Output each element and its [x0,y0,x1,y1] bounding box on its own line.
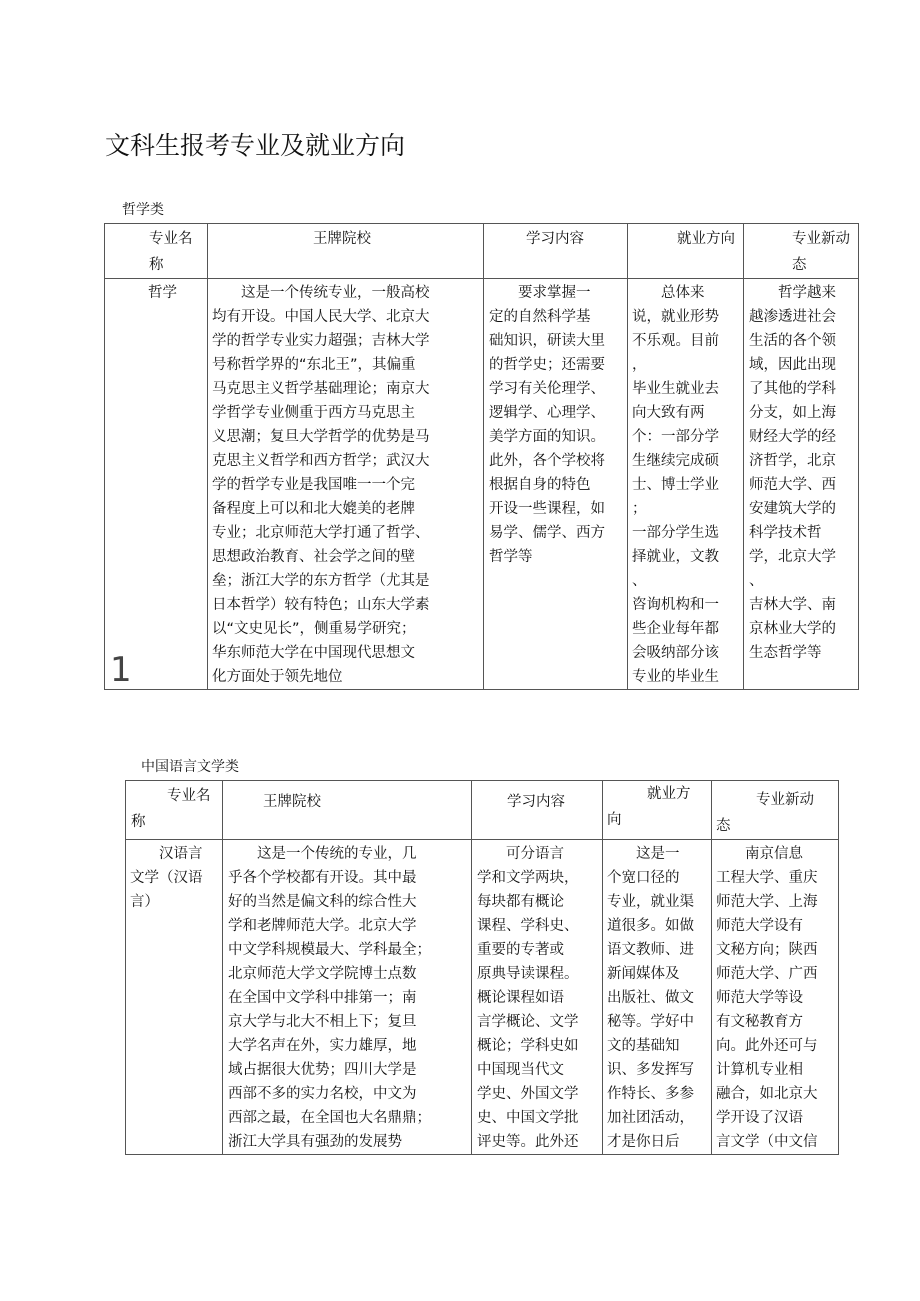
header-cell: 就业方向 [677,231,735,247]
header-cell: 学习内容 [507,794,565,810]
study-content: 可分语言 学和文学两块， 每块都有概论 课程、学科史、 重要的专著或 原典导读课程。 概论课程如语 言学概论、文学 概论；学科史如 中国现当代文 学史、外国文学 史、中国文学批 评史等。此外还 [477,846,579,1150]
header-cell: 专业新动 态 [716,792,814,834]
study-content: 要求掌握一 定的自然科学基 础知识，研读大里 的哲学史；还需要 学习有关伦理学、 逻辑学、心理学、 美学方面的知识。 此外，各个学校将 根据自身的特色 开设一些课程，如 易学、儒学、西方 哲学等 [489,285,605,565]
chinese-literature-table [125,780,839,1155]
table-header-row [126,781,839,840]
table-row [105,279,859,690]
table-row [126,840,839,1155]
header-cell: 就业方 向 [607,786,691,828]
major-name: 汉语言 文学（汉语 言） [130,846,203,910]
major-trends: 哲学越来 越渗透进社会 生活的各个领 域，因此出现 了其他的学科 分支，如上海 财经大学的经 济哲学，北京 师范大学、西 安建筑大学的 科学技术哲 学，北京大学 、 吉林大学、南 京林业大学的 生态哲学等 [749,285,836,661]
career-direction: 这是一 个宽口径的 专业，就业渠 道很多。如做 语文教师、进 新闻媒体及 出版社、做文 秘等。学好中 文的基础知 识、多发挥写 作特长、多参 加社团活动， 才是你日后 [607,846,694,1150]
section-caption-chinese-literature: 中国语言文学类 [141,759,239,775]
header-cell: 王牌院校 [313,231,371,247]
header-cell: 专业名 称 [131,788,211,830]
major-trends: 南京信息 工程大学、重庆 师范大学、上海 师范大学设有 文秘方向；陕西 师范大学、广西 师范大学等设 有文秘教育方 向。此外还可与 计算机专业相 融合，如北京大 学开设了汉语 言文学（中文信 [716,846,818,1150]
major-name: 哲学 [148,285,177,301]
table-header-row [105,224,859,279]
philosophy-table [104,223,859,690]
header-cell: 王牌院校 [263,794,321,810]
header-cell: 专业名 称 [149,231,193,273]
career-direction: 总体来 说，就业形势 不乐观。目前 ， 毕业生就业去 向大致有两 个：一部分学 生继续完成硕 士、博士学业 ； 一部分学生选 择就业，文教 、 咨询机构和一 些企业每年都 会吸纳部分该 专业的毕业生 [632,285,719,685]
top-schools: 这是一个传统专业，一般高校 均有开设。中国人民大学、北京大 学的哲学专业实力超强；吉林大学 号称哲学界的“东北王”，其偏重 马克思主义哲学基础理论；南京大 学哲学专业侧重于西方马克思主 义思潮；复旦大学哲学的优势是马 克思主义哲学和西方哲学；武汉大 学的哲学专业是我国唯一一个完 备程度上可以和北大媲美的老牌 专业；北京师范大学打通了哲学、 思想政治教育、社会学之间的壁 垒；浙江大学的东方哲学（尤其是 日本哲学）较有特色；山东大学素 以“文史见长”，侧重易学研究； 华东师范大学在中国现代思想文 化方面处于领先地位 [212,285,430,685]
document-title: 文科生报考专业及就业方向 [105,131,406,160]
header-cell: 专业新动 态 [792,231,850,273]
page-number: 1 [110,650,132,690]
section-caption-philosophy: 哲学类 [122,202,164,218]
header-cell: 学习内容 [526,231,584,247]
top-schools: 这是一个传统的专业，几 乎各个学校都有开设。其中最 好的当然是偏文科的综合性大 学和老牌师范大学。北京大学 中文学科规模最大、学科最全； 北京师范大学文学院博士点数 在全国中文学科中排第一；南 京大学与北大不相上下；复旦 大学名声在外，实力雄厚，地 域占据很大优势；四川大学是 西部不多的实力名校，中文为 西部之最，在全国也大名鼎鼎； 浙江大学具有强劲的发展势 [228,846,431,1150]
